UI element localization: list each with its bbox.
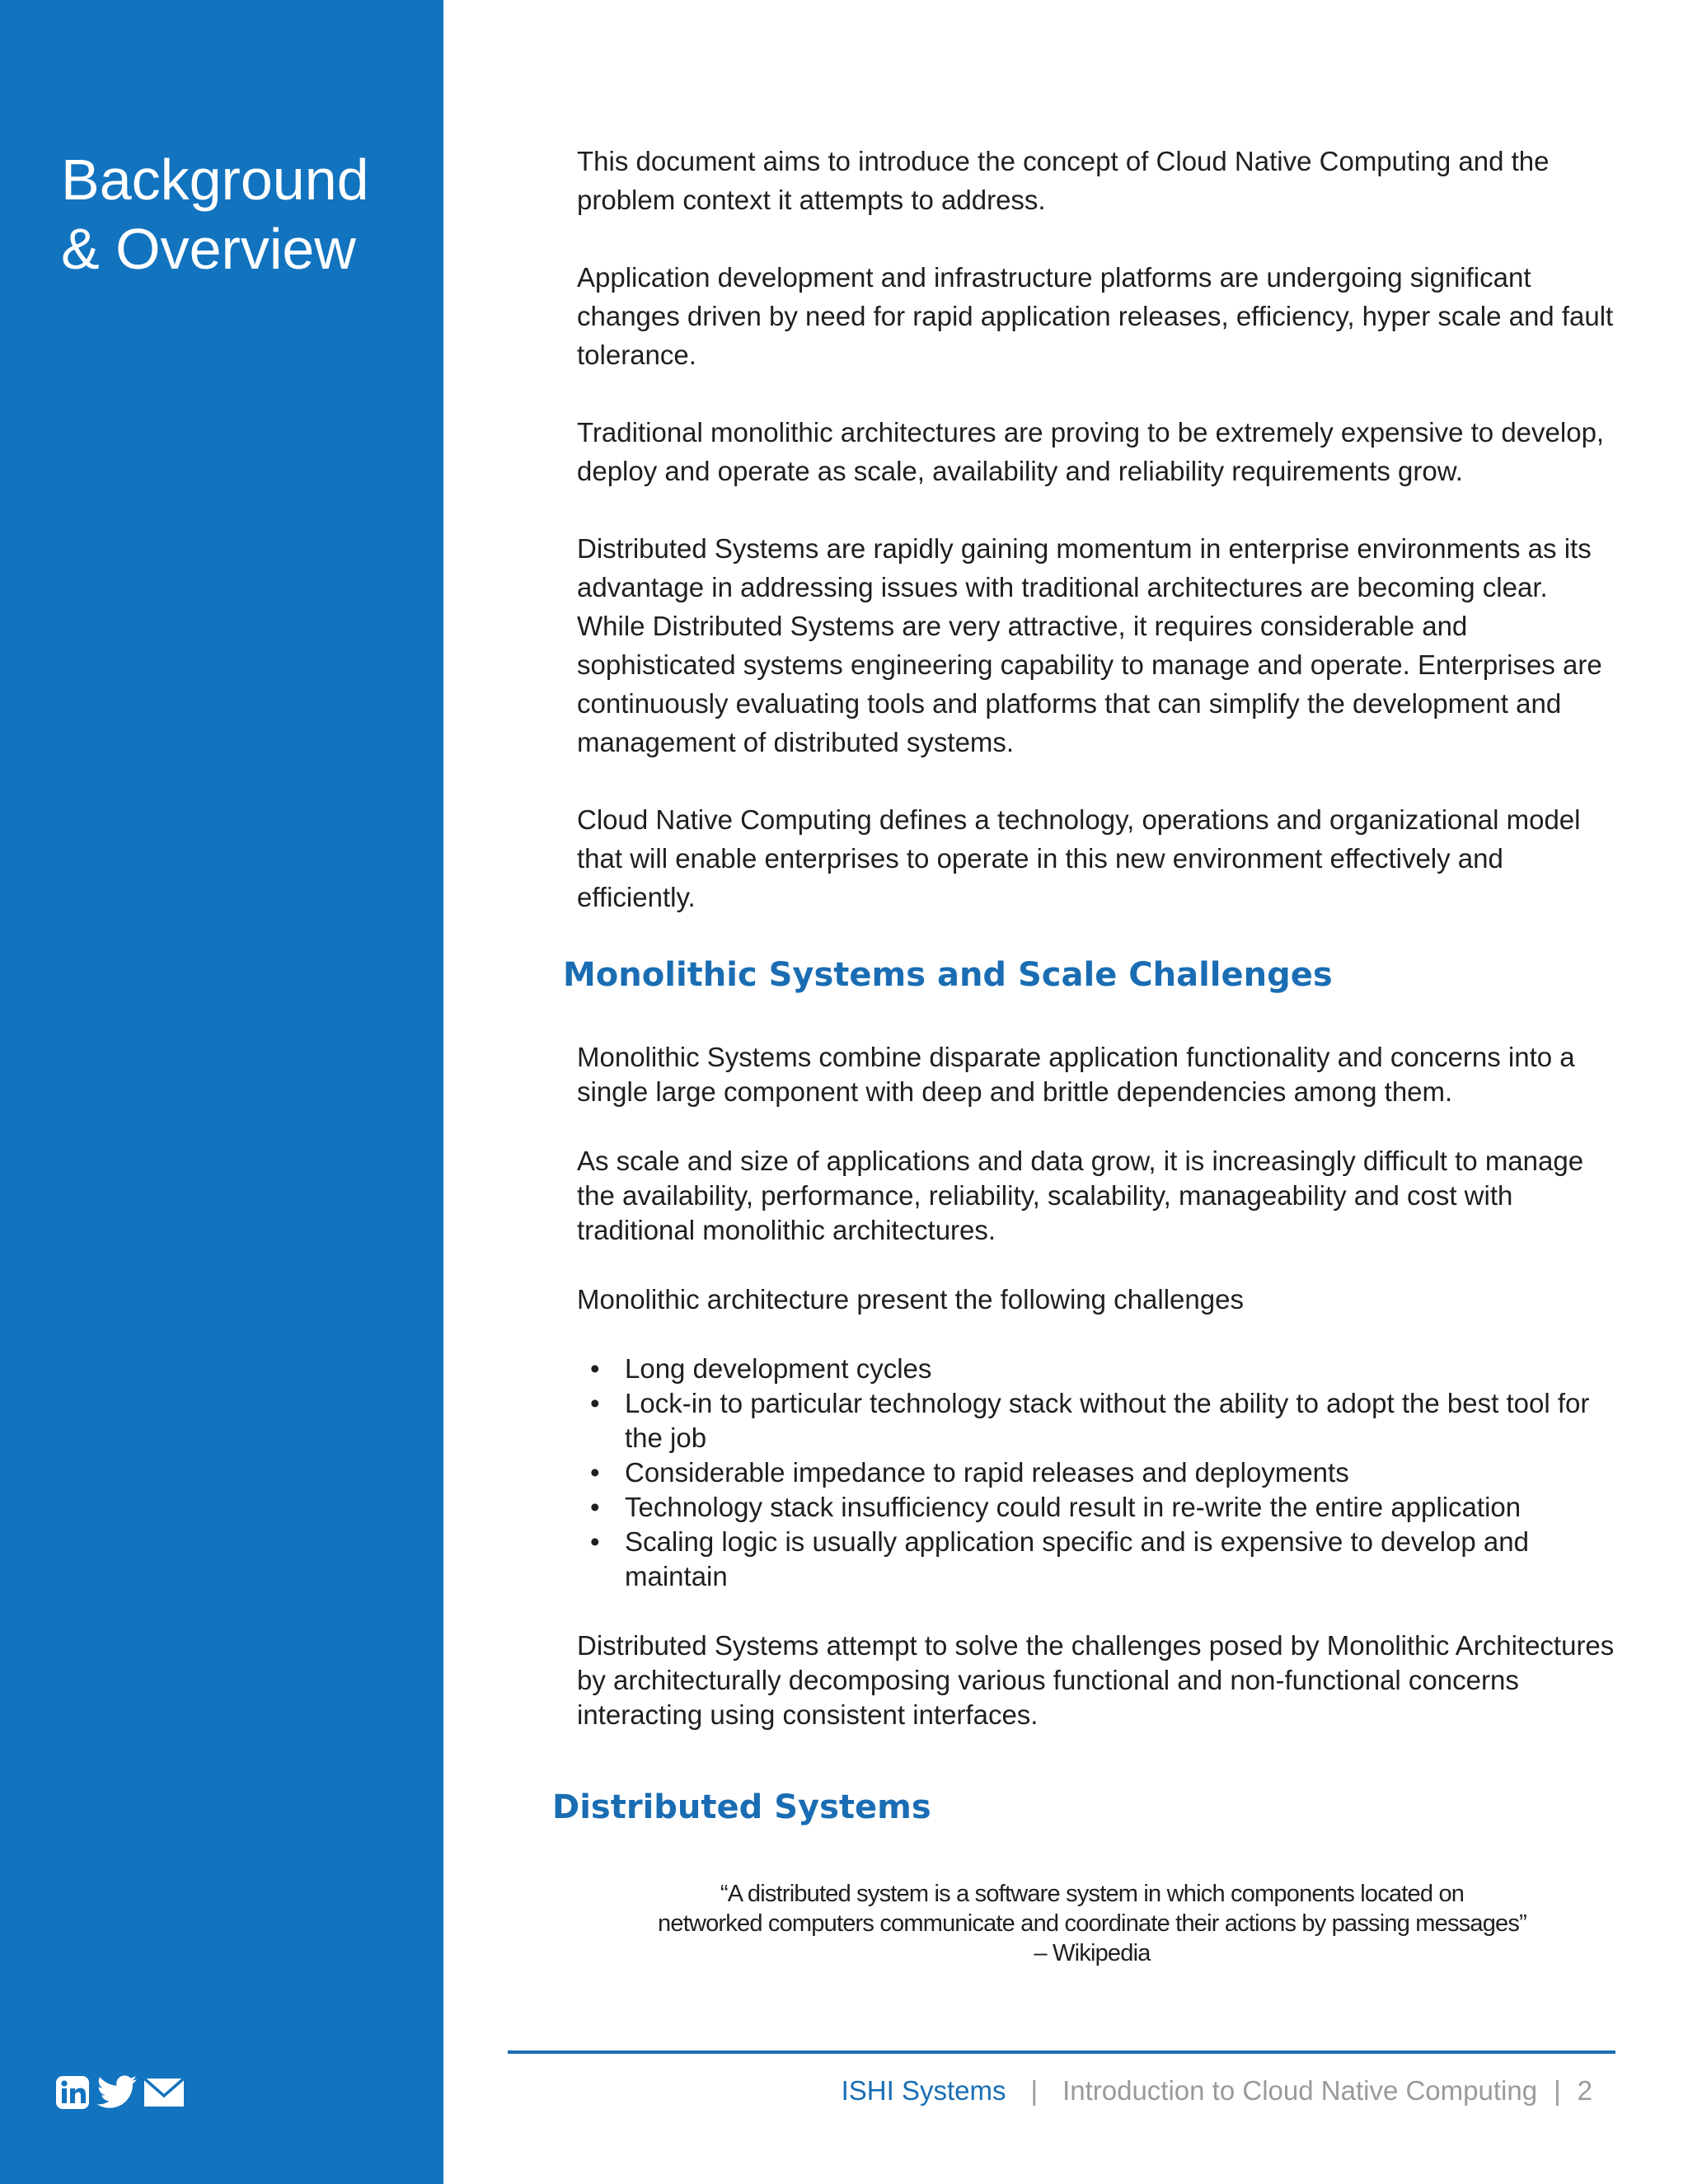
monolithic-heading: Monolithic Systems and Scale Challenges: [563, 956, 1333, 994]
list-item: • Considerable impedance to rapid releases and deployments: [590, 1457, 1349, 1488]
footer-divider: [508, 2050, 1615, 2054]
monolithic-paragraph-1: Monolithic Systems combine disparate application functionality and concerns into a single large component with deep and brittle dependencies among them.: [577, 1042, 1575, 1107]
list-item: • Technology stack insufficiency could result in re-write the entire application: [590, 1492, 1522, 1522]
distributed-heading: Distributed Systems: [552, 1788, 931, 1826]
page-footer: [842, 2075, 1592, 2107]
quote-line-1: “A distributed system is a software system in which components located on: [720, 1881, 1465, 1907]
monolithic-paragraph-2: As scale and size of applications and data grow, it is increasingly difficult to manage the availability, performance, reliability, scalability, manageability and cost with traditional monolithic architectures.: [577, 1146, 1584, 1245]
intro-paragraph-3: Traditional monolithic architectures are proving to be extremely expensive to develop, deploy and operate as scale, availability and reliability requirements grow.: [577, 417, 1605, 486]
footer-company: ISHI Systems: [841, 2075, 1006, 2106]
monolithic-paragraph-3: Monolithic architecture present the following challenges: [577, 1284, 1244, 1315]
monolithic-paragraph-4: Distributed Systems attempt to solve the challenges posed by Monolithic Architectures by architecturally decomposing various functional and non-functional concerns interacting using consistent interfaces.: [577, 1630, 1615, 1730]
footer-separator: |: [1030, 2075, 1039, 2106]
intro-paragraph-1: This document aims to introduce the concept of Cloud Native Computing and the problem context it attempts to address.: [577, 146, 1550, 215]
intro-section: [577, 142, 1615, 955]
list-item: • Lock-in to particular technology stack without the ability to adopt the best tool for the job: [590, 1388, 1590, 1453]
list-item: • Scaling logic is usually application specific and is expensive to develop and maintain: [590, 1526, 1529, 1591]
wikipedia-quote: [577, 1879, 1607, 1968]
twitter-icon[interactable]: [96, 2074, 138, 2111]
intro-paragraph-2: Application development and infrastructure platforms are undergoing significant changes driven by need for rapid application releases, efficiency, hyper scale and fault tolerance.: [577, 262, 1614, 370]
footer-doc-title: Introduction to Cloud Native Computing: [1062, 2075, 1538, 2106]
linkedin-icon[interactable]: [54, 2074, 91, 2111]
intro-paragraph-4: Distributed Systems are rapidly gaining momentum in enterprise environments as its advantage in addressing issues with traditional architectures are becoming clear. While Distributed Systems are very attractive, it requires considerable and sophisticated systems engineering capability to manage and operate. Enterprises are continuously evaluating tools and platforms that can simplify the development and management of distributed systems.: [577, 533, 1602, 757]
intro-paragraph-5: Cloud Native Computing defines a technology, operations and organizational model that will enable enterprises to operate in this new environment effectively and efficiently.: [577, 804, 1581, 912]
list-item: • Long development cycles: [590, 1353, 932, 1384]
social-links: [54, 2074, 185, 2111]
mail-icon[interactable]: [143, 2076, 185, 2109]
section-title: [61, 145, 424, 284]
monolithic-section: [577, 1040, 1615, 1767]
section-title-line-1: Background: [61, 148, 369, 212]
section-title-line-2: & Overview: [61, 217, 356, 281]
quote-source: – Wikipedia: [1034, 1940, 1151, 1966]
page-number: 2: [1577, 2075, 1592, 2106]
challenges-list: [577, 1352, 1615, 1594]
quote-line-2: networked computers communicate and coordinate their actions by passing messages”: [658, 1910, 1526, 1937]
sidebar: [0, 0, 443, 2184]
footer-separator: |: [1554, 2075, 1561, 2106]
